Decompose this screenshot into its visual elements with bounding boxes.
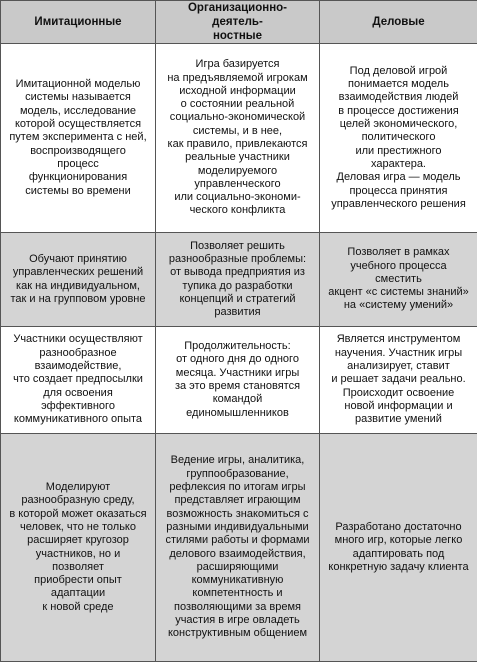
table-cell: Обучают принятию управленческих решений как на индивидуальном, так и на групповом уровне <box>1 233 156 327</box>
table-cell: Продолжительность: от одного дня до одного месяца. Участники игры за это время становятся командой единомышленников <box>156 327 320 434</box>
header-organizational: Организационно-деятель- ностные <box>156 1 320 44</box>
header-business: Деловые <box>320 1 477 44</box>
table-cell: Позволяет решить разнообразные проблемы: от вывода предприятия из тупика до разработки концепций и стратегий развития <box>156 233 320 327</box>
header-row <box>1 1 477 44</box>
table-cell: Игра базируется на предъявляемой игрокам исходной информации о состоянии реальной социально-экономической системы, и в нее, как правило, привлекаются реальные участники моделируемого управленческого или социально-экономи- ческого конфликта <box>156 44 320 233</box>
table-cell: Разработано достаточно много игр, которые легко адаптировать под конкретную задачу клиента <box>320 434 477 662</box>
table-row <box>1 434 477 662</box>
table-cell: Ведение игры, аналитика, группообразование, рефлексия по итогам игры представляет играющим возможность знакомиться с разными индивидуальными стилями работы и формами делового взаимодействия, расширяющими коммуникативную компетентность и позволяющими за время участия в игре овладеть конструктивным общением <box>156 434 320 662</box>
table-cell: Под деловой игрой понимается модель взаимодействия людей в процессе достижения целей экономического, политического или престижного характера. Деловая игра — модель процесса принятия управленческого решения <box>320 44 477 233</box>
table-cell: Имитационной моделью системы называется модель, исследование которой осуществляется путем эксперимента с ней, воспроизводящего процесс функционирования системы во времени <box>1 44 156 233</box>
table-cell: Моделируют разнообразную среду, в которой может оказаться человек, что не только расширяет кругозор участников, но и позволяет приобрести опыт адаптации к новой среде <box>1 434 156 662</box>
table-cell: Участники осуществляют разнообразное взаимодействие, что создает предпосылки для освоения эффективного коммуникативного опыта <box>1 327 156 434</box>
table-cell: Позволяет в рамках учебного процесса сместить акцент «с системы знаний» на «систему умений» <box>320 233 477 327</box>
table-row <box>1 233 477 327</box>
table-row <box>1 44 477 233</box>
table-cell: Является инструментом научения. Участник игры анализирует, ставит и решает задачи реально. Происходит освоение новой информации и развитие умений <box>320 327 477 434</box>
header-imitation: Имитационные <box>1 1 156 44</box>
table-row <box>1 327 477 434</box>
